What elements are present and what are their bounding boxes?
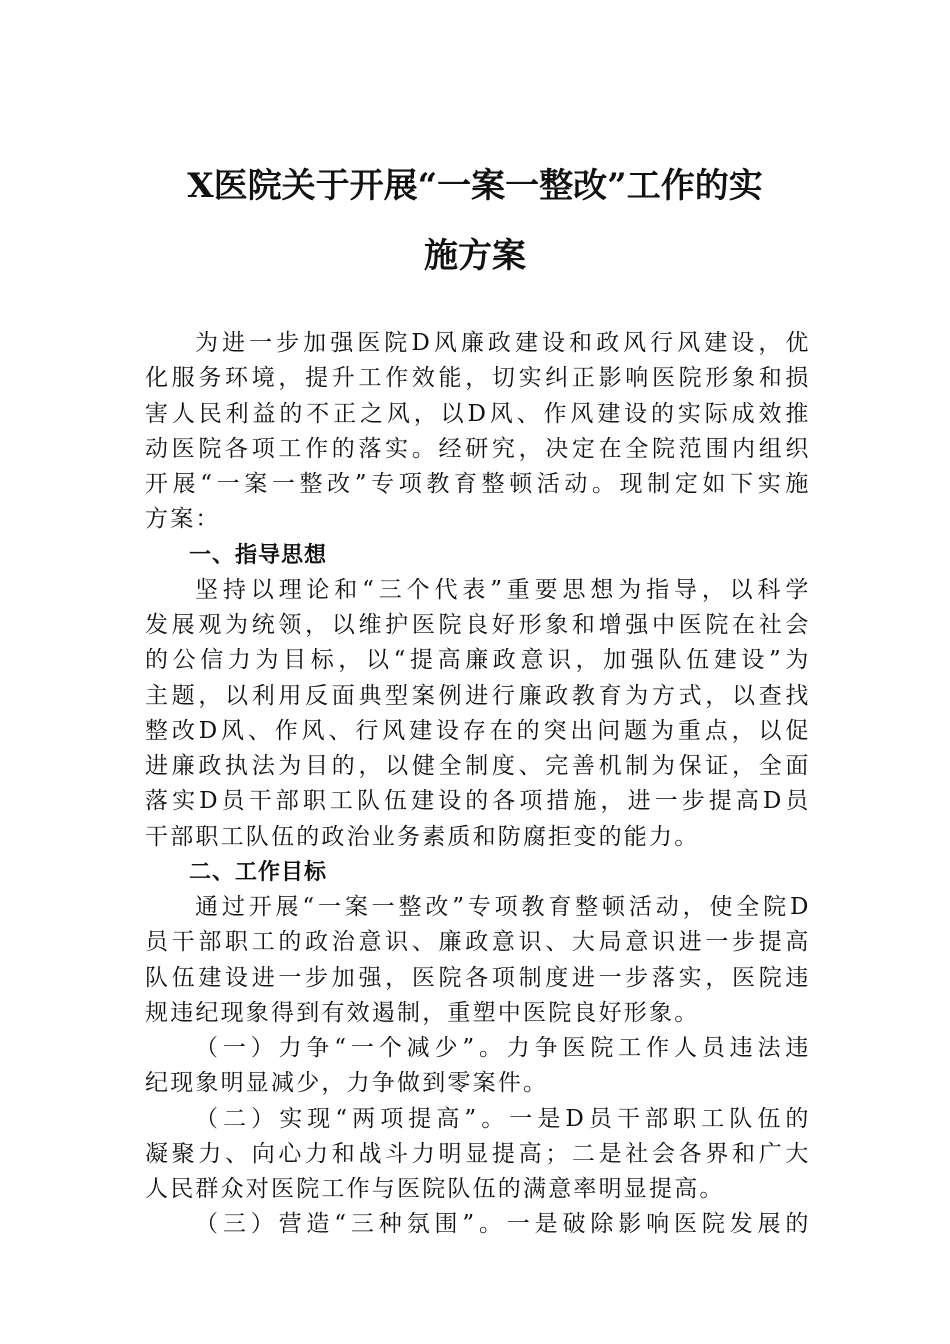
text-line: 发展观为统领，以维护医院良好形象和增强中医院在社会	[145, 612, 809, 638]
text-line: 队伍建设进一步加强，医院各项制度进一步落实，医院违	[145, 964, 809, 991]
text-line: 开展“一案一整改”专项教育整顿活动。现制定如下实施	[145, 471, 809, 497]
text-line: （三）营造“三种氛围”。一是破除影响医院发展的	[195, 1211, 809, 1238]
text-line: 纪现象明显减少，力争做到零案件。	[145, 1070, 549, 1097]
text-line: 主题，以利用反面典型案例进行廉政教育为方式，以查找	[145, 682, 809, 709]
section-heading-work-goals: 二、工作目标	[189, 859, 328, 885]
text-line: 的公信力为目标，以“提高廉政意识，加强队伍建设”为	[145, 647, 809, 674]
text-line: 化服务环境，提升工作效能，切实纠正影响医院形象和损	[145, 365, 809, 392]
document-title-line-2: 施方案	[424, 236, 526, 276]
text-line: 人民群众对医院工作与医院队伍的满意率明显提高。	[145, 1176, 725, 1202]
document-body	[145, 326, 809, 1243]
text-line: 害人民利益的不正之风，以D风、作风建设的实际成效推	[145, 400, 809, 427]
item3-paragraph	[145, 1207, 809, 1242]
document-title-line-1: X医院关于开展“一案一整改”工作的实	[187, 166, 763, 206]
text-line: 整改D风、作风、行风建设存在的突出问题为重点，以促	[145, 717, 809, 744]
text-line: 方案：	[145, 506, 221, 533]
text-line: （二）实现“两项提高”。一是D员干部职工队伍的	[195, 1105, 809, 1132]
intro-paragraph	[145, 326, 809, 538]
text-line: 动医院各项工作的落实。经研究，决定在全院范围内组织	[145, 435, 809, 462]
text-line: 坚持以理论和“三个代表”重要思想为指导，以科学	[195, 576, 809, 603]
section1-paragraph	[145, 573, 809, 855]
section-heading-guiding-ideology: 一、指导思想	[189, 542, 328, 568]
text-line: 落实D员干部职工队伍建设的各项措施，进一步提高D员	[145, 788, 809, 815]
item2-paragraph	[145, 1102, 809, 1208]
item1-paragraph	[145, 1031, 809, 1102]
text-line: （一）力争“一个减少”。力争医院工作人员违法违	[195, 1035, 809, 1061]
text-line: 进廉政执法为目的，以健全制度、完善机制为保证，全面	[145, 753, 809, 779]
text-line: 凝聚力、向心力和战斗力明显提高；二是社会各界和广大	[145, 1140, 809, 1167]
text-line: 规违纪现象得到有效遏制，重塑中医院良好形象。	[145, 999, 700, 1026]
section2-paragraph	[145, 890, 809, 1031]
text-line: 干部职工队伍的政治业务素质和防腐拒变的能力。	[145, 823, 700, 850]
text-line: 员干部职工的政治意识、廉政意识、大局意识进一步提高	[145, 929, 809, 956]
text-line: 通过开展“一案一整改”专项教育整顿活动，使全院D	[195, 894, 809, 920]
text-line: 为进一步加强医院D风廉政建设和政风行风建设，优	[195, 330, 809, 356]
